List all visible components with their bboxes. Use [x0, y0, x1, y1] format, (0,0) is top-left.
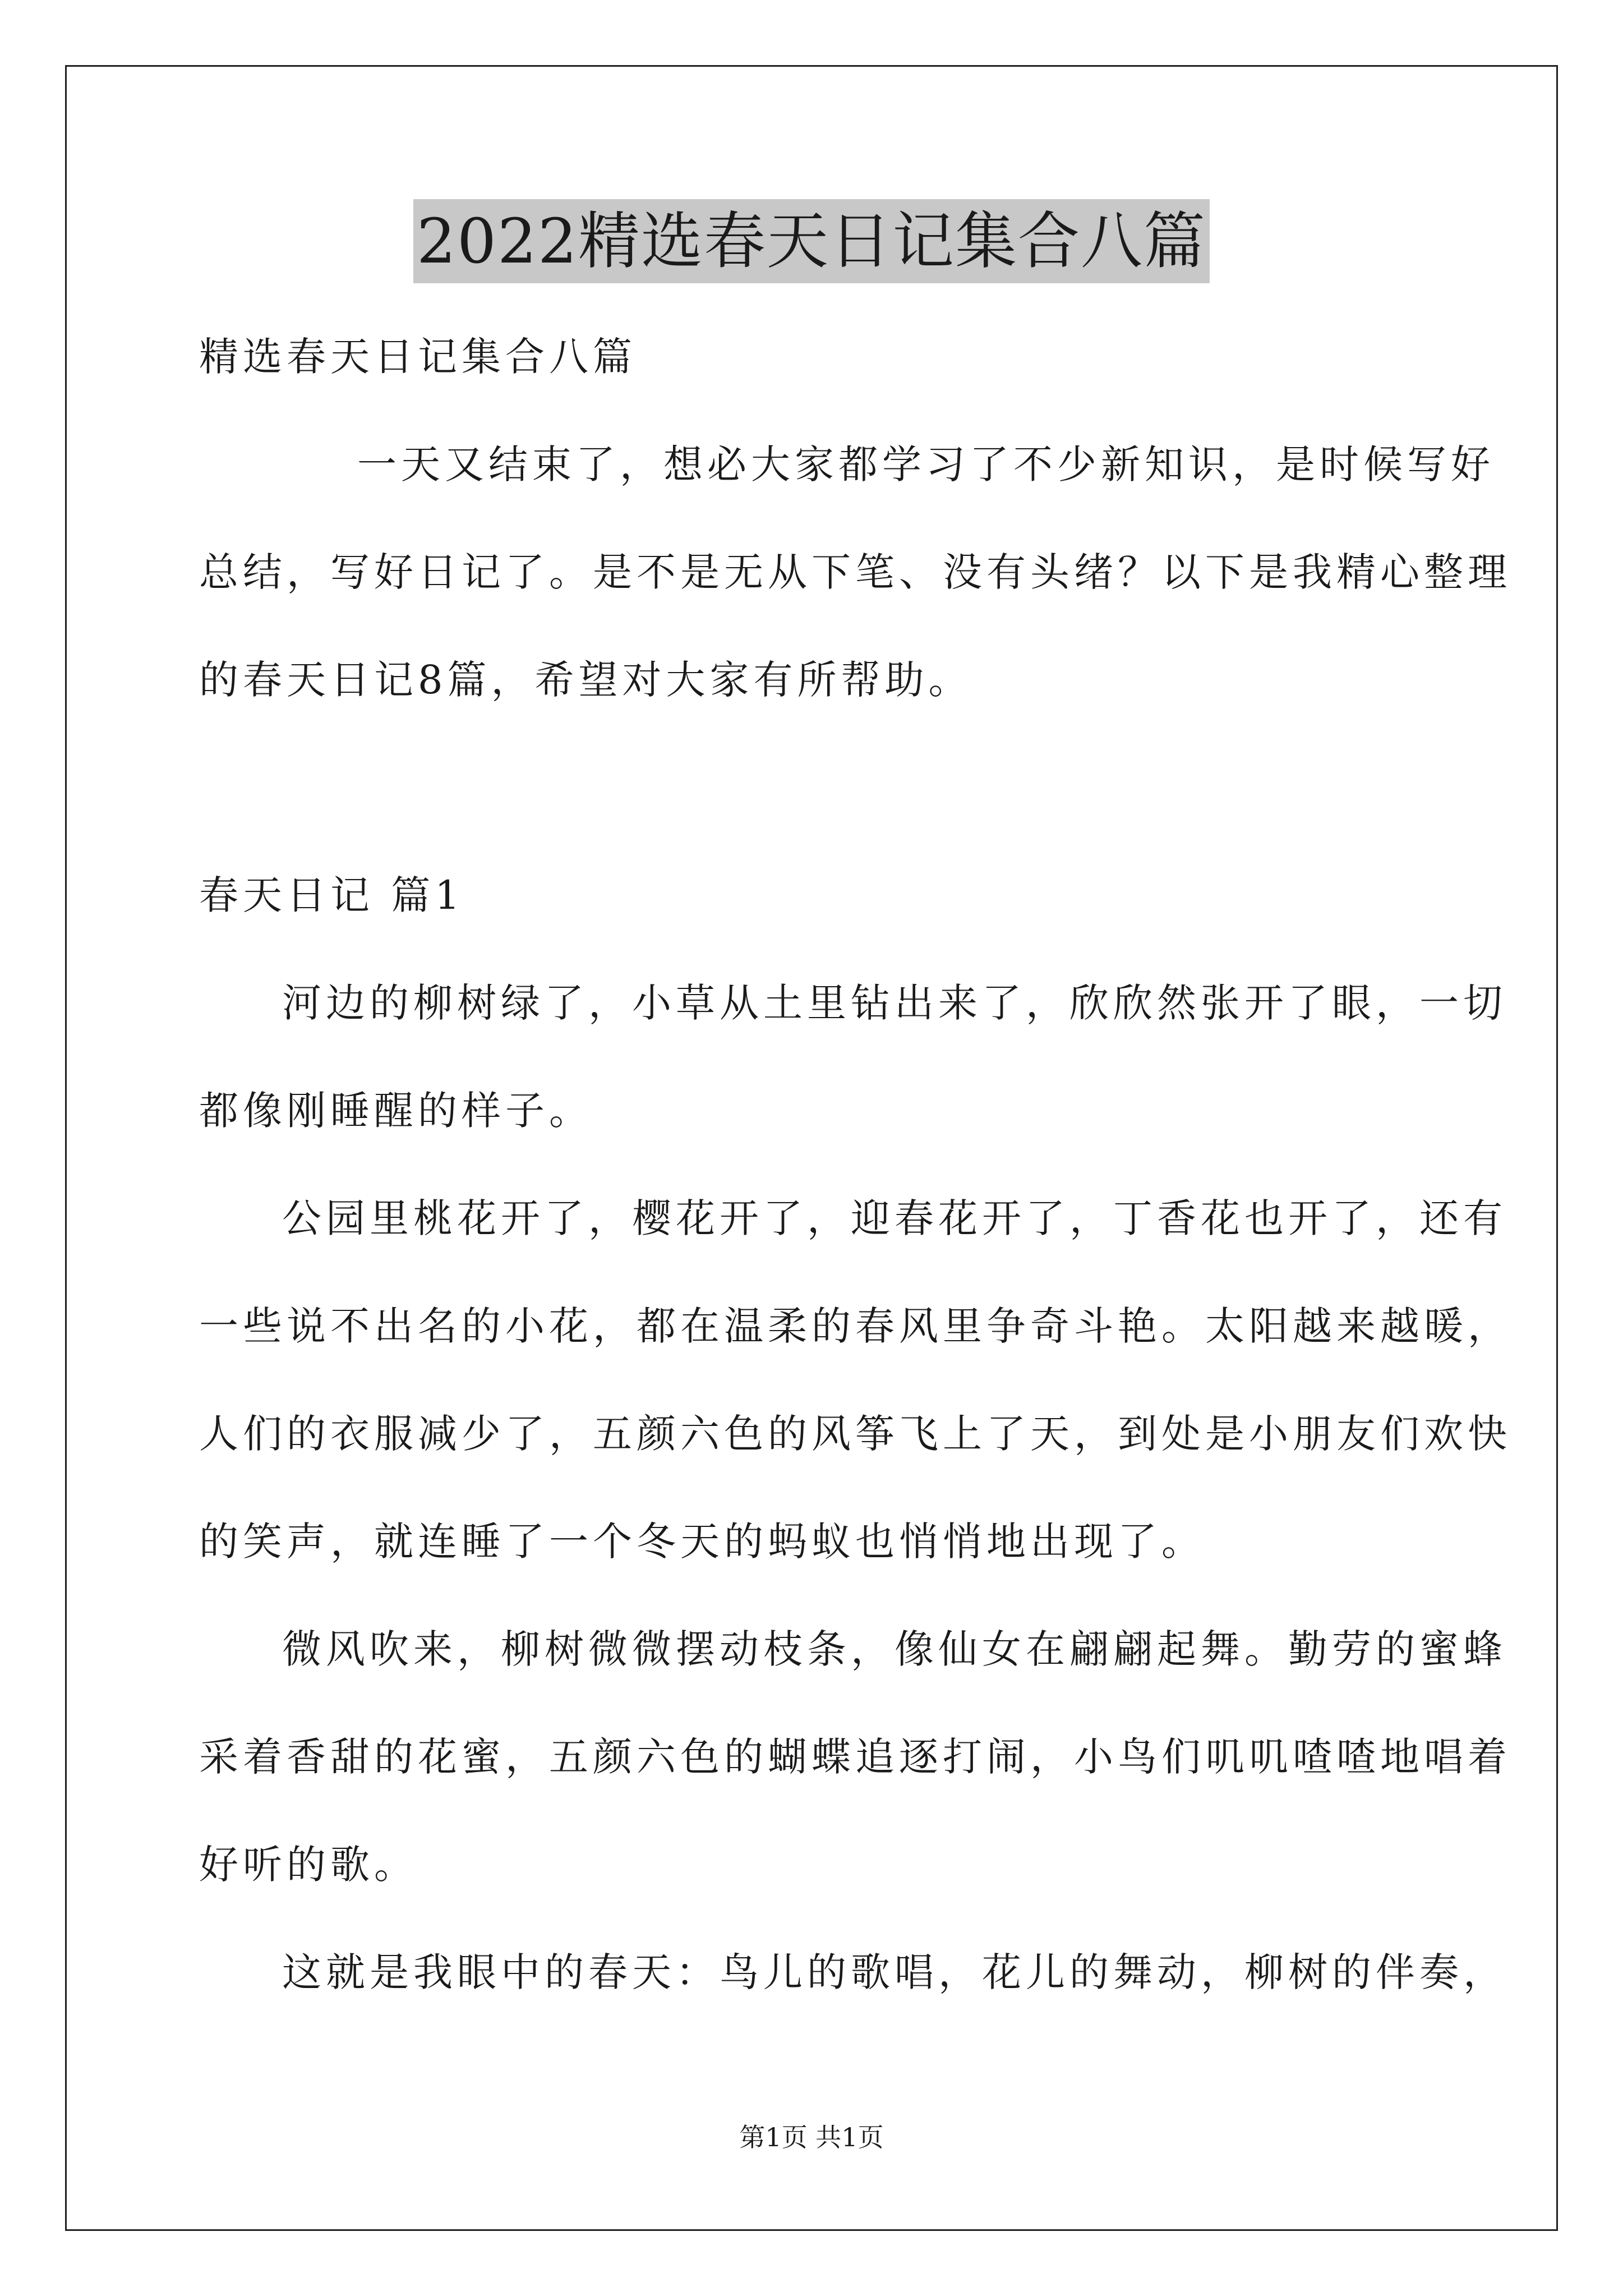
- paragraph-line: 人们的衣服减少了，五颜六色的风筝飞上了天，到处是小朋友们欢快: [199, 1411, 1511, 1457]
- intro-line: 总结，写好日记了。是不是无从下笔、没有头绪？以下是我精心整理: [199, 549, 1511, 595]
- title-container: [0, 199, 1623, 283]
- paragraph-line: 河边的柳树绿了，小草从土里钻出来了，欣欣然张开了眼，一切: [282, 980, 1507, 1026]
- paragraph-line: 好听的歌。: [199, 1842, 418, 1888]
- paragraph-line: 这就是我眼中的春天：鸟儿的歌唱，花儿的舞动，柳树的伴奏，: [282, 1949, 1507, 1995]
- paragraph-line: 都像刚睡醒的样子。: [199, 1088, 593, 1134]
- paragraph-line: 微风吹来，柳树微微摆动枝条，像仙女在翩翩起舞。勤劳的蜜蜂: [282, 1626, 1507, 1672]
- paragraph-line: 的笑声，就连睡了一个冬天的蚂蚁也悄悄地出现了。: [199, 1519, 1205, 1565]
- paragraph-line: 一些说不出名的小花，都在温柔的春风里争奇斗艳。太阳越来越暖，: [199, 1303, 1511, 1349]
- document-title: 2022精选春天日记集合八篇: [413, 199, 1210, 283]
- section-heading: 春天日记 篇1: [199, 872, 464, 918]
- intro-line: 的春天日记8篇，希望对大家有所帮助。: [199, 657, 972, 703]
- document-subtitle: 精选春天日记集合八篇: [199, 334, 637, 380]
- intro-line: 一天又结束了，想必大家都学习了不少新知识，是时候写好: [357, 441, 1495, 487]
- spacer: [199, 734, 1433, 841]
- paragraph-line: 公园里桃花开了，樱花开了，迎春花开了，丁香花也开了，还有: [282, 1195, 1507, 1241]
- paragraph-line: 采着香甜的花蜜，五颜六色的蝴蝶追逐打闹，小鸟们叽叽喳喳地唱着: [199, 1734, 1511, 1780]
- page-footer: 第1页 共1页: [739, 2122, 884, 2152]
- document-body: [199, 303, 1511, 2026]
